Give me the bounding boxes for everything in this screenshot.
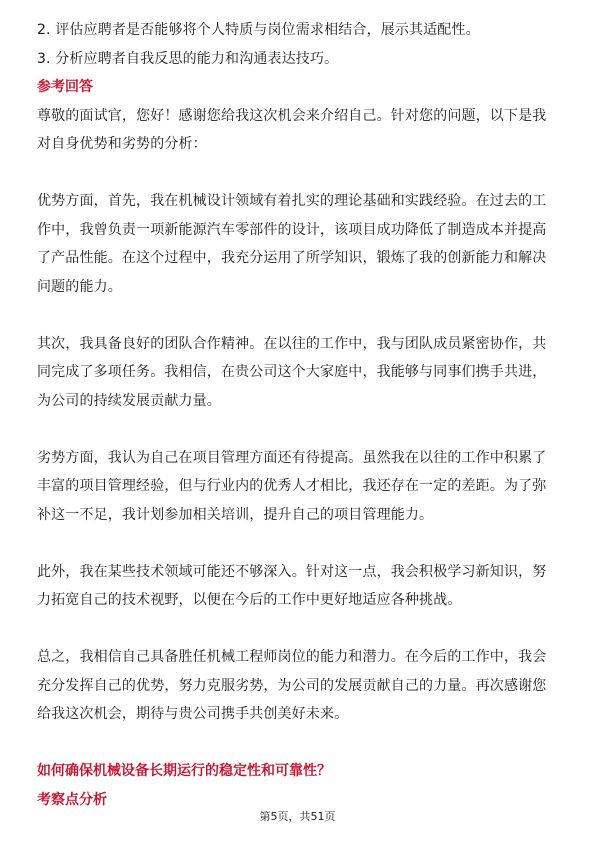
next-question-heading: 如何确保机械设备长期运行的稳定性和可靠性？ bbox=[37, 763, 331, 779]
paragraph-weaknesses bbox=[37, 444, 559, 530]
text-line: 了产品性能。在这个过程中，我充分运用了所学知识，锻炼了我的创新能力和解决 bbox=[37, 250, 547, 266]
paragraph-conclusion bbox=[37, 643, 559, 729]
text-line: 给我这次机会，期待与贵公司携手共创美好未来。 bbox=[37, 706, 349, 722]
text-line: 问题的能力。 bbox=[37, 278, 122, 295]
paragraph-teamwork bbox=[37, 330, 559, 416]
answer-heading: 参考回答 bbox=[37, 79, 93, 95]
text-line: 力拓宽自己的技术视野，以便在今后的工作中更好地适应各种挑战。 bbox=[37, 592, 462, 608]
analysis-heading: 考察点分析 bbox=[37, 791, 107, 808]
paragraph-technical bbox=[37, 558, 559, 615]
text-line: 优势方面，首先，我在机械设计领域有着扎实的理论基础和实践经验。在过去的工 bbox=[37, 193, 547, 209]
text-line: 补这一不足，我计划参加相关培训，提升自己的项目管理能力。 bbox=[37, 506, 434, 523]
intro-item-2: 2. 评估应聘者是否能够将个人特质与岗位需求相结合，展示其适配性。 bbox=[37, 22, 480, 38]
text-line: 总之，我相信自己具备胜任机械工程师岗位的能力和潜力。在今后的工作中，我会 bbox=[37, 649, 547, 665]
document-body bbox=[37, 16, 559, 814]
text-line: 其次，我具备良好的团队合作精神。在以往的工作中，我与团队成员紧密协作，共 bbox=[37, 335, 547, 352]
text-line: 同完成了多项任务。我相信，在贵公司这个大家庭中，我能够与同事们携手共进， bbox=[37, 364, 547, 380]
text-line: 对自身优势和劣势的分析： bbox=[37, 136, 207, 152]
paragraph-strengths bbox=[37, 187, 559, 301]
text-line: 劣势方面，我认为自己在项目管理方面还有待提高。虽然我在以往的工作中积累了 bbox=[37, 449, 547, 466]
paragraph-greeting bbox=[37, 102, 559, 159]
intro-item-3: 3. 分析应聘者自我反思的能力和沟通表达技巧。 bbox=[37, 50, 339, 67]
text-line: 丰富的项目管理经验，但与行业内的优秀人才相比，我还存在一定的差距。为了弥 bbox=[37, 478, 547, 494]
text-line: 为公司的持续发展贡献力量。 bbox=[37, 392, 221, 409]
page-number: 第5页，共51页 bbox=[259, 810, 336, 823]
text-line: 作中，我曾负责一项新能源汽车零部件的设计，该项目成功降低了制造成本并提高 bbox=[37, 221, 547, 238]
text-line: 尊敬的面试官，您好！感谢您给我这次机会来介绍自己。针对您的问题，以下是我 bbox=[37, 107, 547, 124]
text-line: 充分发挥自己的优势，努力克服劣势，为公司的发展贡献自己的力量。再次感谢您 bbox=[37, 677, 547, 694]
text-line: 此外，我在某些技术领域可能还不够深入。针对这一点，我会积极学习新知识，努 bbox=[37, 563, 547, 580]
